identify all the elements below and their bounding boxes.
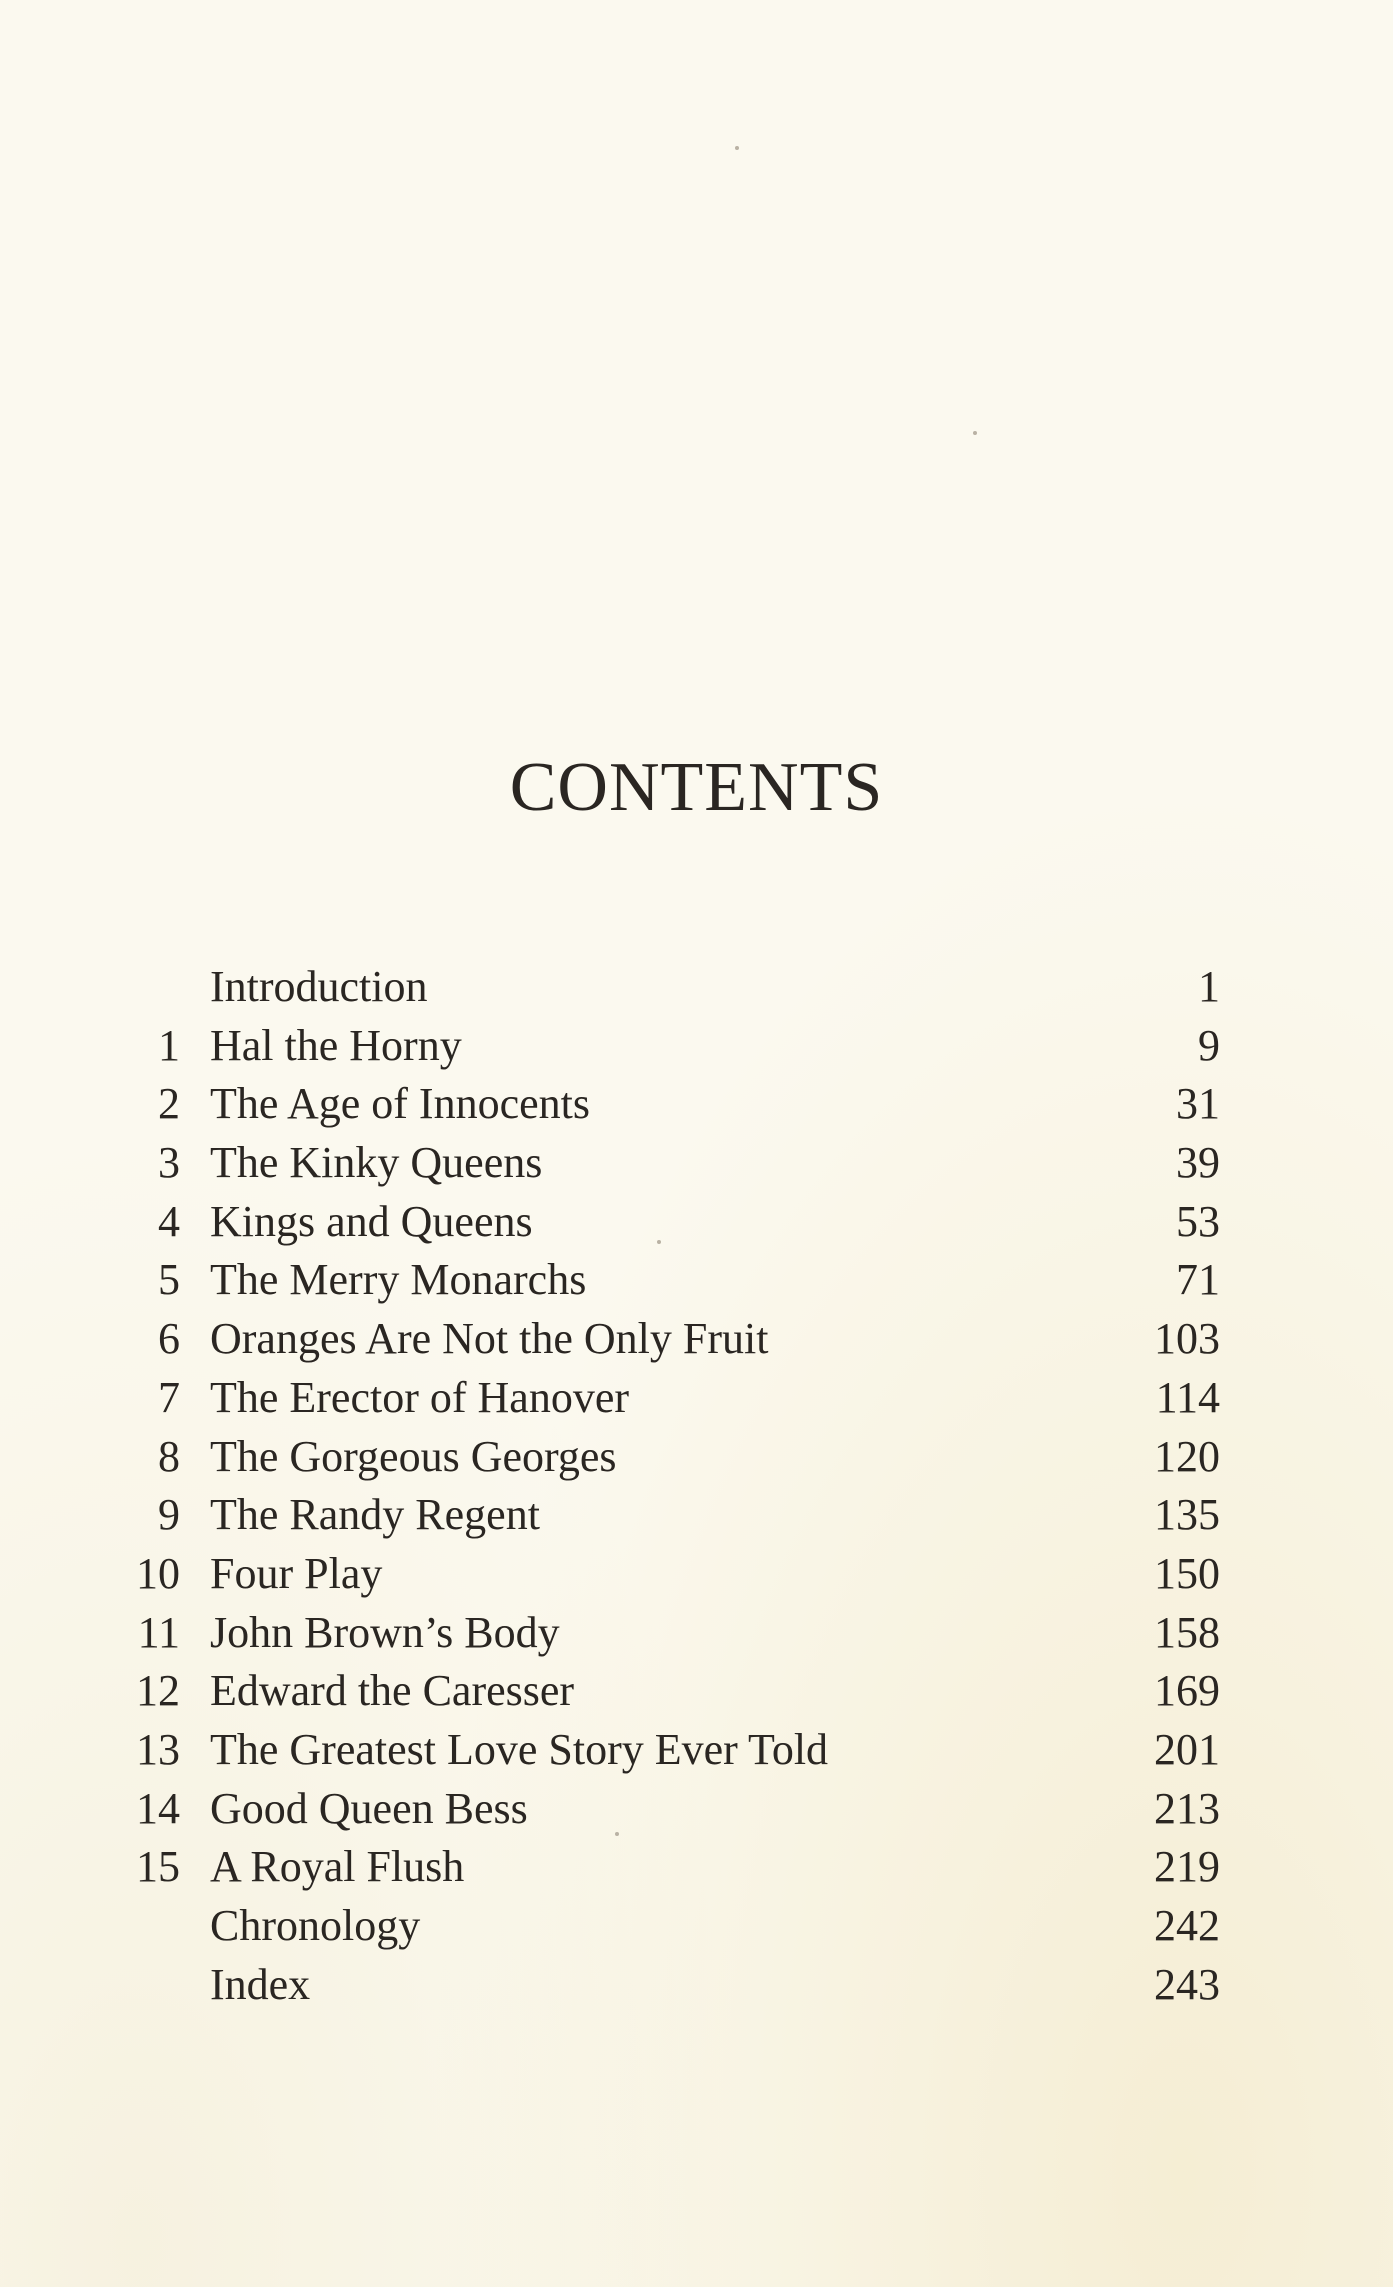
toc-entry (110, 1428, 1220, 1487)
page-number: 114 (1155, 1372, 1220, 1422)
chapter-number: 13 (136, 1724, 180, 1774)
toc-entry (110, 1838, 1220, 1897)
toc-entry (110, 1486, 1220, 1545)
toc-entry (110, 958, 1220, 1017)
chapter-title: Edward the Caresser (210, 1666, 575, 1716)
chapter-number: 7 (158, 1372, 180, 1422)
chapter-title: The Kinky Queens (210, 1138, 543, 1188)
chapter-number: 3 (158, 1138, 180, 1188)
chapter-title: Kings and Queens (210, 1196, 533, 1246)
chapter-title: Chronology (210, 1901, 421, 1950)
page-number: 71 (1176, 1255, 1220, 1305)
page-number: 53 (1176, 1196, 1220, 1246)
toc-entry (110, 1956, 1220, 2015)
chapter-number: 12 (136, 1666, 180, 1716)
toc-entry (110, 1369, 1220, 1428)
chapter-number: 2 (158, 1079, 180, 1129)
page-title: CONTENTS (509, 749, 884, 826)
page-number: 150 (1154, 1548, 1220, 1598)
page-number: 219 (1154, 1842, 1220, 1892)
chapter-title: The Gorgeous Georges (210, 1431, 617, 1481)
chapter-number: 4 (158, 1196, 180, 1246)
chapter-number: 5 (158, 1255, 180, 1305)
chapter-title: Oranges Are Not the Only Fruit (210, 1314, 769, 1364)
page-number: 201 (1154, 1724, 1220, 1774)
chapter-number: 6 (158, 1314, 180, 1364)
chapter-title: The Age of Innocents (210, 1079, 590, 1129)
page-number: 103 (1154, 1314, 1220, 1364)
paper-speck (735, 146, 739, 150)
chapter-title: Hal the Horny (210, 1020, 462, 1070)
chapter-title: Good Queen Bess (210, 1783, 528, 1833)
chapter-number: 8 (158, 1431, 180, 1481)
page-number: 243 (1154, 1959, 1220, 2009)
page-number: 9 (1198, 1020, 1220, 1070)
chapter-title: Introduction (210, 962, 428, 1011)
page-number: 242 (1154, 1901, 1220, 1950)
page-number: 1 (1198, 962, 1220, 1011)
toc-entry (110, 1075, 1220, 1134)
toc-entry (110, 1251, 1220, 1310)
toc-entry (110, 1780, 1220, 1839)
toc-entry (110, 1017, 1220, 1076)
page-number: 158 (1154, 1607, 1220, 1657)
chapter-title: Index (210, 1959, 311, 2009)
chapter-number: 14 (136, 1783, 180, 1833)
paper-speck (973, 431, 977, 435)
toc-entry (110, 1662, 1220, 1721)
table-of-contents (110, 958, 1220, 2014)
chapter-title: Four Play (210, 1548, 383, 1598)
chapter-title: The Randy Regent (210, 1490, 540, 1540)
toc-entry (110, 1721, 1220, 1780)
toc-entry (110, 1604, 1220, 1663)
toc-entry (110, 1193, 1220, 1252)
page-number: 135 (1154, 1490, 1220, 1540)
chapter-title: The Erector of Hanover (210, 1372, 630, 1422)
chapter-number: 9 (158, 1490, 180, 1540)
toc-entry (110, 1134, 1220, 1193)
toc-entry (110, 1310, 1220, 1369)
chapter-number: 1 (158, 1020, 180, 1070)
chapter-number: 10 (136, 1548, 180, 1598)
page-number: 169 (1154, 1666, 1220, 1716)
page-number: 213 (1154, 1783, 1220, 1833)
chapter-title: The Greatest Love Story Ever Told (210, 1724, 829, 1774)
page-number: 31 (1176, 1079, 1220, 1129)
chapter-title: The Merry Monarchs (210, 1255, 587, 1305)
chapter-title: A Royal Flush (210, 1842, 465, 1892)
toc-entry (110, 1545, 1220, 1604)
toc-entry (110, 1897, 1220, 1956)
chapter-number: 15 (136, 1842, 180, 1892)
page-number: 39 (1176, 1138, 1220, 1188)
page-number: 120 (1154, 1431, 1220, 1481)
chapter-title: John Brown’s Body (210, 1607, 560, 1657)
chapter-number: 11 (137, 1607, 180, 1657)
